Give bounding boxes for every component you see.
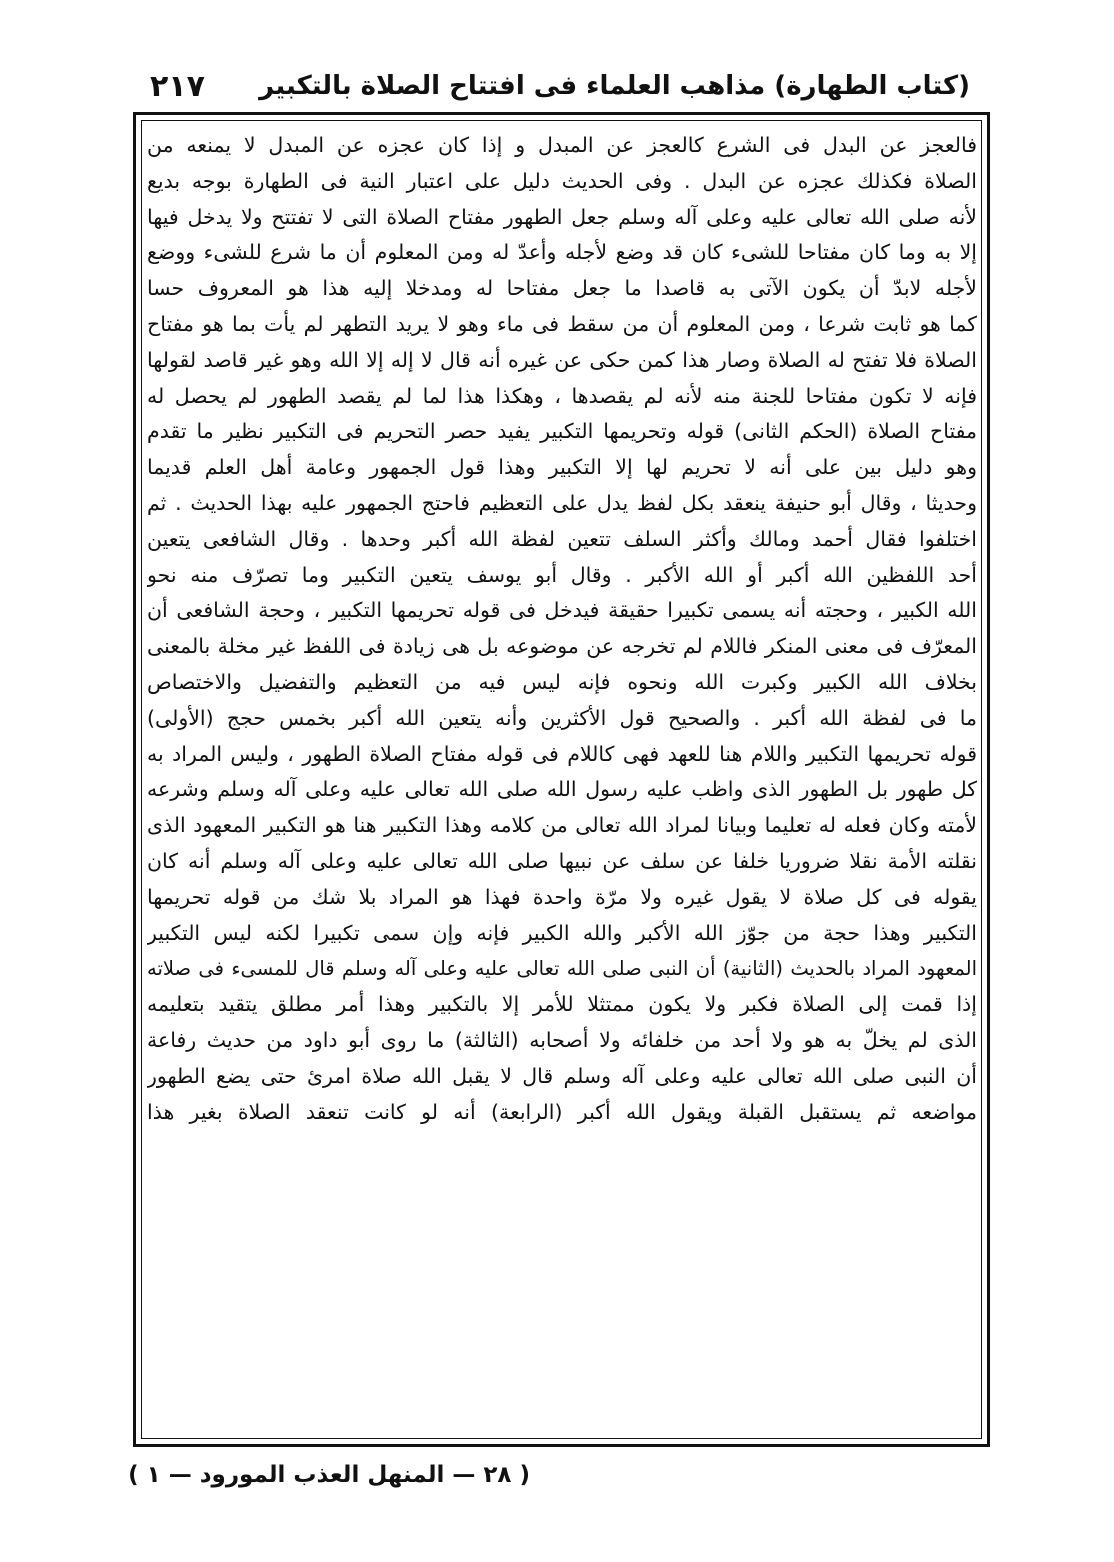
text-line: المعرّف فى معنى المنكر فاللام لم تخرجه عن موضوعه بل هى زيادة فى اللفظ غير مخلة بالمعنى (147, 634, 977, 659)
text-line: الذى لم يخلّ به هو ولا أحد من خلفائه ولا أصحابه (الثالثة) ما روى أبو داود من حديث رفاعة (147, 1027, 977, 1052)
page-number: ٢١٧ (150, 68, 205, 104)
text-line: وهو دليل بين على أنه لا تحريم لها إلا التكبير وهذا قول الجمهور وعامة أهل العلم قديما (147, 455, 977, 480)
text-line: نقلته الأمة نقلا ضروريا خلفا عن سلف عن نبيها صلى الله تعالى عليه وعلى آله وسلم أنه كان (147, 848, 977, 873)
text-line: أن النبى صلى الله تعالى عليه وعلى آله وسلم قال لا يقبل الله صلاة امرئ حتى يضع الطهور (147, 1063, 977, 1088)
text-line: لأنه صلى الله تعالى عليه وعلى آله وسلم جعل الطهور مفتاح الصلاة التى لا تفتتح ولا يدخل فيها (147, 204, 977, 229)
text-line: يقوله فى كل صلاة لا يقول غيره ولا مرّة واحدة فهذا هو المراد بلا شك من قوله تحريمها (147, 884, 977, 909)
text-line: المعهود المراد بالحديث (الثانية) أن النبى صلى الله تعالى عليه وعلى آله وسلم قال للمسىء فى صلاته (147, 957, 977, 981)
text-line: أحد اللفظين الله أكبر أو الله الأكبر . وقال أبو يوسف يتعين التكبير وما تصرّف منه نحو (147, 562, 977, 587)
text-line: لأجله لابدّ أن يكون الآتى به قاصدا ما جعل مفتاحا له ومدخلا إليه هذا هو المعروف حسا (147, 276, 977, 301)
text-line: إلا به وما كان مفتاحا للشىء كان قد وضع لأجله وأعدّ له ومن المعلوم أن ما شرع للشىء ووضع (147, 240, 977, 265)
text-line: التكبير وهذا حجة من جوّز الله الأكبر والله الكبير فإنه وإن سمى تكبيرا لكنه ليس التكبير (147, 920, 977, 945)
text-line: بخلاف الله الكبير وكبرت الله ونحوه فإنه ليس فيه من التعظيم والتفضيل والاختصاص (147, 669, 977, 694)
text-line: فالعجز عن البدل فى الشرع كالعجز عن المبدل و إذا كان عجزه عن المبدل لا يمنعه من (147, 133, 977, 157)
text-line: لأمته وكان فعله له تعليما وبيانا لمراد الله تعالى من كلامه وهذا التكبير هنا هو التكبير المعهود الذى (147, 813, 977, 838)
text-line: الله الكبير ، وحجته أنه يسمى تكبيرا حقيقة فيدخل فى قوله تحريمها التكبير ، وحجة الشافعى أن (147, 598, 977, 623)
text-line: مفتاح الصلاة (الحكم الثانى) قوله وتحريمها التكبير يفيد حصر التحريم فى التكبير نظير ما تقدم (147, 419, 977, 444)
text-line: الصلاة فكذلك عجزه عن البدل . وفى الحديث دليل على اعتبار النية فى الطهارة بوجه بديع (147, 168, 977, 193)
text-line: كل طهور بل الطهور الذى واظب عليه رسول الله صلى الله تعالى عليه وعلى آله وسلم وشرعه (147, 777, 977, 802)
text-line: وحديثا ، وقال أبو حنيفة ينعقد بكل لفظ يدل على التعظيم فاحتج الجمهور عليه بهذا الحديث . ثم (147, 490, 977, 515)
text-line: كما هو ثابت شرعا ، ومن المعلوم أن من سقط فى ماء وهو لا يريد التطهر لم يأت بما هو مفتاح (147, 311, 977, 336)
page-header (150, 62, 970, 110)
footer-signature: ( ٢٨ — المنهل العذب المورود — ١ ) (128, 1462, 530, 1488)
running-title: (كتاب الطهارة) مذاهب العلماء فى افتتاح الصلاة بالتكبير (259, 71, 970, 101)
body-text (147, 128, 977, 1428)
text-line: ما فى لفظة الله أكبر . والصحيح قول الأكثرين وأنه يتعين الله أكبر بخمس حجج (الأولى) (147, 705, 977, 730)
text-line: قوله تحريمها التكبير واللام هنا للعهد فهى كاللام فى قوله مفتاح الصلاة الطهور ، وليس المراد به (147, 741, 977, 766)
text-line: إذا قمت إلى الصلاة فكبر ولا يكون ممتثلا للأمر إلا بالتكبير وهذا أمر مطلق يتقيد بتعليمه (147, 992, 977, 1017)
text-line: فإنه لا تكون مفتاحا للجنة منه لأنه لم يقصدها ، وهكذا هذا لما لم يقصد الطهور لم يحصل له (147, 383, 977, 408)
text-line: الصلاة فلا تفتح له الصلاة وصار هذا كمن حكى عن غيره أنه قال لا إله إلا الله وهو غير قاصد لقولها (147, 347, 977, 372)
text-line: اختلفوا فقال أحمد ومالك وأكثر السلف تتعين لفظة الله أكبر وحدها . وقال الشافعى يتعين (147, 526, 977, 551)
text-line: مواضعه ثم يستقبل القبلة ويقول الله أكبر (الرابعة) أنه لو كانت تنعقد الصلاة بغير هذا (147, 1099, 977, 1124)
